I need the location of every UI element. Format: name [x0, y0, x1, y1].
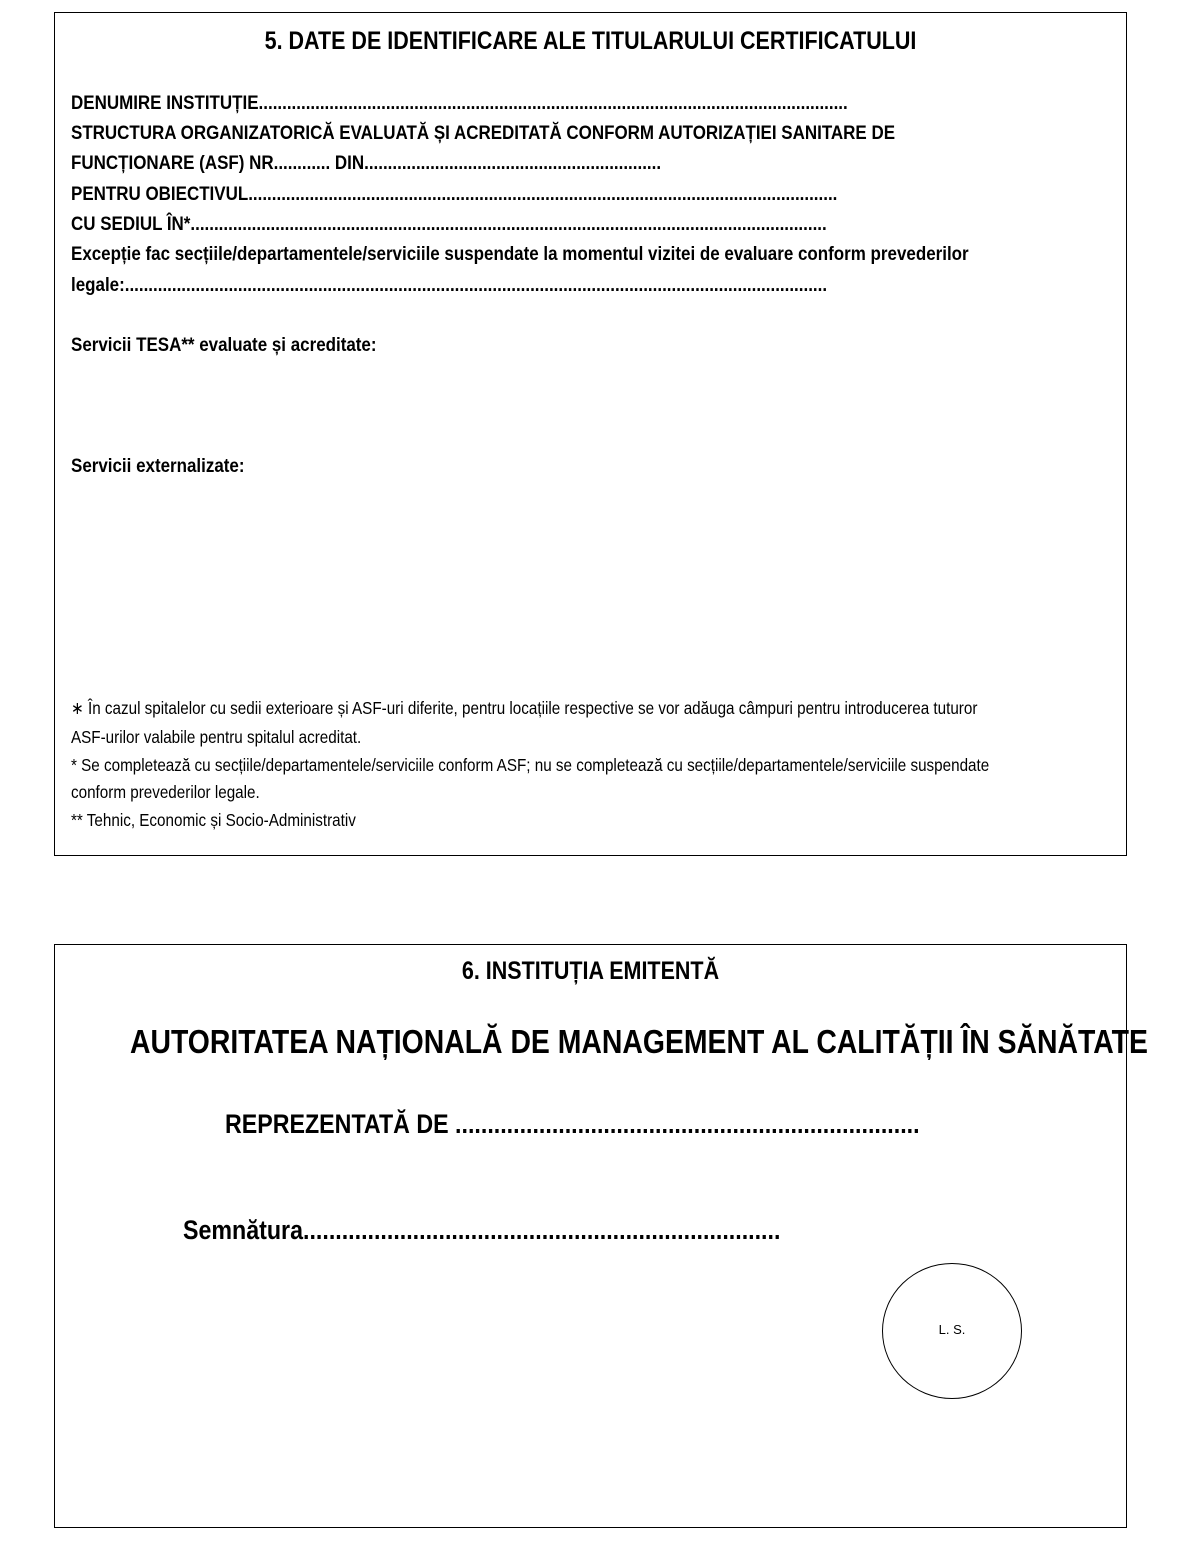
section-6-title: 6. INSTITUȚIA EMITENTĂ [461, 957, 720, 985]
footnote-line: ** Tehnic, Economic și Socio-Administrativ [71, 810, 356, 830]
headquarters-field: CU SEDIUL ÎN*....................................................................................................................................... [71, 213, 827, 235]
asf-number-date-field: FUNCȚIONARE (ASF) NR............ DIN............................................................... [71, 152, 662, 174]
represented-by-field: REPREZENTATĂ DE ........................................................................ [225, 1109, 920, 1139]
section-5-identification-box [54, 12, 1127, 856]
tesa-services-label: Servicii TESA** evaluate și acreditate: [71, 334, 377, 356]
exception-statement: Excepție fac secțiile/departamentele/serviciile suspendate la momentul vizitei de evaluare conform prevederilor [71, 243, 969, 265]
footnote-line: * Se completează cu secțiile/departamentele/serviciile conform ASF; nu se completează cu secțiile/departamentele/serviciile suspendate [71, 755, 990, 775]
issuing-authority-name: AUTORITATEA NAȚIONALĂ DE MANAGEMENT AL CALITĂȚII ÎN SĂNĂTATE [129, 1023, 1148, 1060]
outsourced-services-label: Servicii externalizate: [71, 455, 245, 477]
organizational-structure-line: STRUCTURA ORGANIZATORICĂ EVALUATĂ ȘI ACREDITATĂ CONFORM AUTORIZAȚIEI SANITARE DE [71, 122, 896, 144]
footnote-line: ∗ În cazul spitalelor cu sedii exterioare și ASF-uri diferite, pentru locațiile respective se vor adăuga câmpuri pentru introducerea tuturor [71, 698, 978, 718]
objective-field: PENTRU OBIECTIVUL............................................................................................................................. [71, 183, 838, 205]
section-5-title: 5. DATE DE IDENTIFICARE ALE TITULARULUI CERTIFICATULUI [264, 27, 917, 55]
footnote-line: conform prevederilor legale. [71, 782, 260, 802]
legal-provisions-field: legale:..................................................................................................................................................... [71, 274, 828, 296]
signature-field: Semnătura.......................................................................... [183, 1215, 781, 1245]
institution-name-field: DENUMIRE INSTITUȚIE............................................................................................................................. [71, 92, 848, 114]
seal-circle [882, 1263, 1022, 1399]
footnote-line: ASF-urilor valabile pentru spitalul acreditat. [71, 727, 362, 747]
seal-label: L. S. [938, 1322, 966, 1337]
section-6-issuer-box [54, 944, 1148, 1528]
